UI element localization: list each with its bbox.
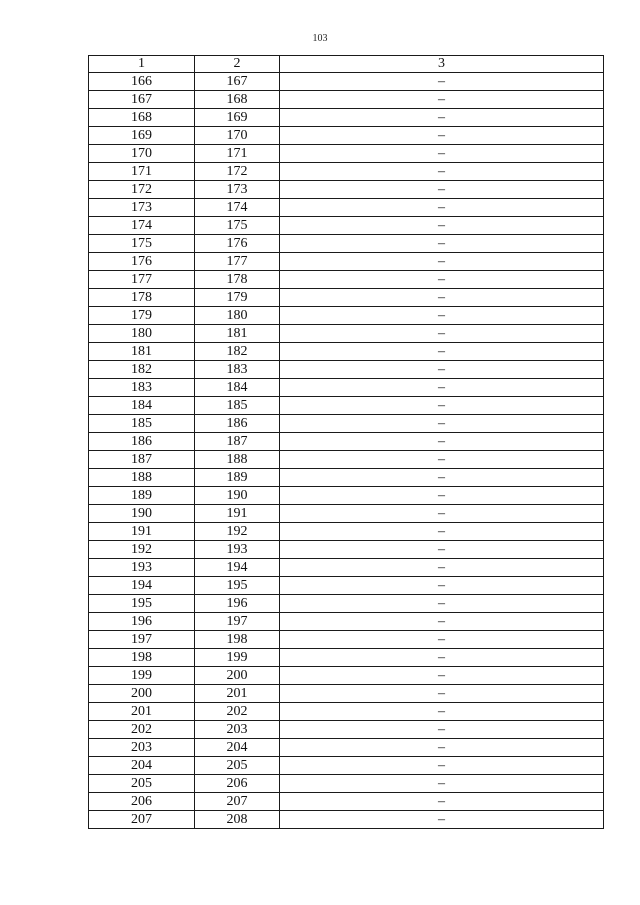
table-row: [89, 577, 604, 595]
table-cell-col-3: –: [280, 199, 604, 217]
table-cell-col-1: 175: [89, 235, 195, 253]
table-cell-col-3: –: [280, 721, 604, 739]
table-cell-col-1: 173: [89, 199, 195, 217]
table-row: [89, 703, 604, 721]
table-cell-col-2: 208: [195, 811, 280, 829]
table-cell-col-1: 180: [89, 325, 195, 343]
table-cell-col-1: 194: [89, 577, 195, 595]
table-cell-col-3: –: [280, 163, 604, 181]
table-cell-col-2: 182: [195, 343, 280, 361]
table-row: [89, 649, 604, 667]
table-cell-col-2: 168: [195, 91, 280, 109]
table-row: [89, 451, 604, 469]
table-row: [89, 217, 604, 235]
table-cell-col-2: 190: [195, 487, 280, 505]
table-cell-col-3: –: [280, 667, 604, 685]
table-cell-col-1: 205: [89, 775, 195, 793]
table-cell-col-3: –: [280, 91, 604, 109]
table-cell-col-2: 206: [195, 775, 280, 793]
table-cell-col-2: 175: [195, 217, 280, 235]
table-row: [89, 775, 604, 793]
table-row: [89, 253, 604, 271]
table-cell-col-3: –: [280, 271, 604, 289]
table-row: [89, 595, 604, 613]
table-cell-col-2: 198: [195, 631, 280, 649]
data-table: [88, 55, 604, 829]
table-cell-col-2: 169: [195, 109, 280, 127]
table-cell-col-3: –: [280, 811, 604, 829]
table-row: [89, 73, 604, 91]
table-cell-col-3: –: [280, 397, 604, 415]
table-cell-col-3: –: [280, 523, 604, 541]
table-cell-col-2: 172: [195, 163, 280, 181]
table-cell-col-1: 196: [89, 613, 195, 631]
table-cell-col-2: 200: [195, 667, 280, 685]
table-row: [89, 325, 604, 343]
table-cell-col-3: –: [280, 757, 604, 775]
table-row: [89, 757, 604, 775]
table-cell-col-3: –: [280, 343, 604, 361]
table-cell-col-1: 193: [89, 559, 195, 577]
table-row: [89, 379, 604, 397]
table-row: [89, 199, 604, 217]
table-cell-col-2: 185: [195, 397, 280, 415]
table-row: [89, 469, 604, 487]
table-cell-col-3: –: [280, 469, 604, 487]
table-cell-col-1: 172: [89, 181, 195, 199]
table-cell-col-1: 171: [89, 163, 195, 181]
table-cell-col-1: 197: [89, 631, 195, 649]
table-cell-col-2: 193: [195, 541, 280, 559]
table-row: [89, 415, 604, 433]
table-cell-col-1: 188: [89, 469, 195, 487]
table-cell-col-3: –: [280, 685, 604, 703]
table-cell-col-1: 178: [89, 289, 195, 307]
table-cell-col-2: 180: [195, 307, 280, 325]
table-cell-col-1: 198: [89, 649, 195, 667]
table-cell-col-3: –: [280, 181, 604, 199]
table-cell-col-3: –: [280, 415, 604, 433]
table-row: [89, 181, 604, 199]
table-cell-col-2: 179: [195, 289, 280, 307]
table-cell-col-3: –: [280, 307, 604, 325]
table-cell-col-2: 202: [195, 703, 280, 721]
table-cell-col-2: 204: [195, 739, 280, 757]
table-cell-col-2: 170: [195, 127, 280, 145]
table-cell-col-2: 171: [195, 145, 280, 163]
table-row: [89, 541, 604, 559]
table-row: [89, 721, 604, 739]
table-cell-col-2: 188: [195, 451, 280, 469]
table-cell-col-2: 194: [195, 559, 280, 577]
table-cell-col-2: 189: [195, 469, 280, 487]
table-cell-col-1: 189: [89, 487, 195, 505]
table-cell-col-1: 182: [89, 361, 195, 379]
table-cell-col-1: 176: [89, 253, 195, 271]
table-row: [89, 163, 604, 181]
table-cell-col-2: 181: [195, 325, 280, 343]
table-row: [89, 487, 604, 505]
table-cell-col-3: –: [280, 559, 604, 577]
table-cell-col-1: 187: [89, 451, 195, 469]
table-cell-col-1: 199: [89, 667, 195, 685]
table-cell-col-2: 183: [195, 361, 280, 379]
table-cell-col-2: 186: [195, 415, 280, 433]
table-row: [89, 271, 604, 289]
table-cell-col-3: –: [280, 595, 604, 613]
table-row: [89, 559, 604, 577]
table-cell-col-2: 203: [195, 721, 280, 739]
table-cell-col-3: –: [280, 217, 604, 235]
column-header-1: 1: [89, 56, 195, 73]
table-cell-col-1: 191: [89, 523, 195, 541]
table-cell-col-1: 195: [89, 595, 195, 613]
table-row: [89, 631, 604, 649]
table-row: [89, 523, 604, 541]
table-row: [89, 109, 604, 127]
table-cell-col-1: 167: [89, 91, 195, 109]
table-cell-col-3: –: [280, 73, 604, 91]
table-cell-col-2: 178: [195, 271, 280, 289]
table-cell-col-1: 177: [89, 271, 195, 289]
table-cell-col-1: 206: [89, 793, 195, 811]
table-cell-col-3: –: [280, 505, 604, 523]
table-row: [89, 739, 604, 757]
table-cell-col-3: –: [280, 775, 604, 793]
table-row: [89, 433, 604, 451]
table-cell-col-3: –: [280, 109, 604, 127]
table-cell-col-3: –: [280, 325, 604, 343]
page-number: 103: [312, 33, 328, 44]
table-cell-col-1: 181: [89, 343, 195, 361]
table-cell-col-1: 169: [89, 127, 195, 145]
table-row: [89, 289, 604, 307]
table-cell-col-3: –: [280, 613, 604, 631]
table-cell-col-1: 202: [89, 721, 195, 739]
table-cell-col-1: 186: [89, 433, 195, 451]
table-row: [89, 145, 604, 163]
table-cell-col-2: 192: [195, 523, 280, 541]
table-cell-col-2: 187: [195, 433, 280, 451]
table-cell-col-1: 184: [89, 397, 195, 415]
table-cell-col-2: 176: [195, 235, 280, 253]
table-cell-col-2: 173: [195, 181, 280, 199]
table-cell-col-1: 190: [89, 505, 195, 523]
table-cell-col-2: 177: [195, 253, 280, 271]
table-cell-col-2: 196: [195, 595, 280, 613]
table-cell-col-1: 174: [89, 217, 195, 235]
table-cell-col-1: 170: [89, 145, 195, 163]
column-header-3: 3: [280, 56, 604, 73]
table-row: [89, 307, 604, 325]
table-row: [89, 811, 604, 829]
table-cell-col-1: 168: [89, 109, 195, 127]
column-header-2: 2: [195, 56, 280, 73]
table-cell-col-3: –: [280, 487, 604, 505]
table-cell-col-3: –: [280, 793, 604, 811]
table-cell-col-3: –: [280, 127, 604, 145]
table-cell-col-1: 166: [89, 73, 195, 91]
table-cell-col-2: 191: [195, 505, 280, 523]
table-cell-col-2: 174: [195, 199, 280, 217]
table-cell-col-3: –: [280, 253, 604, 271]
table-cell-col-3: –: [280, 451, 604, 469]
table-cell-col-3: –: [280, 289, 604, 307]
table-body: [89, 73, 604, 829]
table-row: [89, 505, 604, 523]
table-cell-col-2: 195: [195, 577, 280, 595]
table-cell-col-1: 192: [89, 541, 195, 559]
table-cell-col-1: 201: [89, 703, 195, 721]
table-cell-col-3: –: [280, 379, 604, 397]
table-cell-col-2: 207: [195, 793, 280, 811]
table-cell-col-1: 207: [89, 811, 195, 829]
table-cell-col-2: 167: [195, 73, 280, 91]
table-cell-col-1: 203: [89, 739, 195, 757]
table-cell-col-1: 183: [89, 379, 195, 397]
table-cell-col-3: –: [280, 361, 604, 379]
table-cell-col-3: –: [280, 235, 604, 253]
table-cell-col-2: 184: [195, 379, 280, 397]
table-cell-col-2: 201: [195, 685, 280, 703]
table-cell-col-3: –: [280, 577, 604, 595]
table-cell-col-3: –: [280, 649, 604, 667]
table-row: [89, 91, 604, 109]
table-cell-col-1: 179: [89, 307, 195, 325]
table-cell-col-3: –: [280, 739, 604, 757]
table-row: [89, 343, 604, 361]
table-cell-col-3: –: [280, 541, 604, 559]
table-row: [89, 793, 604, 811]
table-row: [89, 127, 604, 145]
table-cell-col-1: 185: [89, 415, 195, 433]
table-row: [89, 667, 604, 685]
table-row: [89, 685, 604, 703]
table-cell-col-3: –: [280, 631, 604, 649]
table-cell-col-3: –: [280, 433, 604, 451]
table-cell-col-2: 199: [195, 649, 280, 667]
table-row: [89, 397, 604, 415]
table-cell-col-3: –: [280, 703, 604, 721]
table-cell-col-1: 204: [89, 757, 195, 775]
table-header-row: [89, 56, 604, 73]
table-cell-col-3: –: [280, 145, 604, 163]
table-cell-col-2: 205: [195, 757, 280, 775]
table-cell-col-1: 200: [89, 685, 195, 703]
table-row: [89, 613, 604, 631]
table-row: [89, 235, 604, 253]
table-row: [89, 361, 604, 379]
table-cell-col-2: 197: [195, 613, 280, 631]
